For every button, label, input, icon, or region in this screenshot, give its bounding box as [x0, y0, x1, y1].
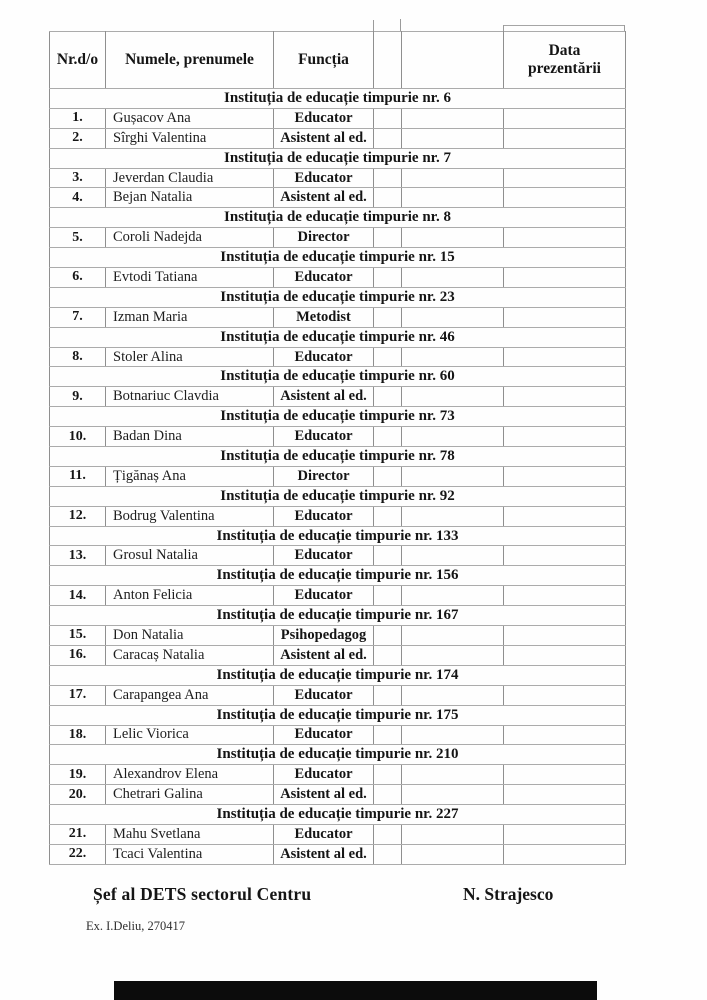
institution-section-row — [50, 805, 626, 825]
name-cell: Coroli Nadejda — [106, 228, 274, 248]
column-header: Data prezentării — [504, 32, 626, 89]
name-cell: Evtodi Tatiana — [106, 268, 274, 288]
function-cell: Asistent al ed. — [274, 188, 374, 208]
function-cell: Asistent al ed. — [274, 844, 374, 864]
empty-cell — [374, 307, 402, 327]
staff-row — [50, 645, 626, 665]
empty-cell — [402, 785, 504, 805]
function-cell: Director — [274, 466, 374, 486]
row-number-cell: 15. — [50, 626, 106, 646]
function-cell: Educator — [274, 586, 374, 606]
institution-section-label: Instituția de educație timpurie nr. 6 — [50, 89, 626, 109]
date-cell — [504, 725, 626, 745]
empty-cell — [402, 844, 504, 864]
empty-cell — [374, 645, 402, 665]
name-cell: Lelic Viorica — [106, 725, 274, 745]
executor-note: Ex. I.Deliu, 270417 — [86, 919, 185, 933]
empty-cell — [402, 506, 504, 526]
empty-cell — [402, 645, 504, 665]
row-number-cell: 20. — [50, 785, 106, 805]
empty-cell — [374, 427, 402, 447]
date-cell — [504, 188, 626, 208]
function-cell: Educator — [274, 824, 374, 844]
staff-row — [50, 586, 626, 606]
staff-row — [50, 228, 626, 248]
empty-cell — [374, 108, 402, 128]
staff-table — [49, 31, 626, 865]
date-cell — [504, 626, 626, 646]
staff-row — [50, 387, 626, 407]
function-cell: Director — [274, 228, 374, 248]
function-cell: Asistent al ed. — [274, 785, 374, 805]
date-cell — [504, 347, 626, 367]
empty-cell — [402, 228, 504, 248]
name-cell: Anton Felicia — [106, 586, 274, 606]
function-cell: Asistent al ed. — [274, 645, 374, 665]
function-cell: Educator — [274, 725, 374, 745]
institution-section-row — [50, 606, 626, 626]
date-cell — [504, 824, 626, 844]
staff-row — [50, 128, 626, 148]
empty-cell — [402, 387, 504, 407]
institution-section-label: Instituția de educație timpurie nr. 46 — [50, 327, 626, 347]
empty-cell — [374, 626, 402, 646]
empty-cell — [374, 824, 402, 844]
institution-section-label: Instituția de educație timpurie nr. 227 — [50, 805, 626, 825]
function-cell: Educator — [274, 685, 374, 705]
name-cell: Stoler Alina — [106, 347, 274, 367]
institution-section-row — [50, 447, 626, 467]
date-cell — [504, 307, 626, 327]
staff-row — [50, 546, 626, 566]
row-number-cell: 1. — [50, 108, 106, 128]
function-cell: Educator — [274, 347, 374, 367]
function-cell: Educator — [274, 546, 374, 566]
institution-section-row — [50, 287, 626, 307]
scan-line-artifact — [503, 25, 625, 26]
staff-table-body — [50, 89, 626, 865]
name-cell: Caracaș Natalia — [106, 645, 274, 665]
name-cell: Botnariuc Clavdia — [106, 387, 274, 407]
institution-section-label: Instituția de educație timpurie nr. 15 — [50, 248, 626, 268]
staff-row — [50, 725, 626, 745]
institution-section-row — [50, 705, 626, 725]
date-cell — [504, 128, 626, 148]
empty-cell — [402, 108, 504, 128]
institution-section-row — [50, 367, 626, 387]
signature-title: Șef al DETS sectorul Centru — [93, 884, 312, 904]
institution-section-row — [50, 566, 626, 586]
column-header — [402, 32, 504, 89]
function-cell: Educator — [274, 108, 374, 128]
scan-line-artifact — [400, 19, 401, 31]
institution-section-row — [50, 526, 626, 546]
staff-row — [50, 268, 626, 288]
row-number-cell: 17. — [50, 685, 106, 705]
institution-section-label: Instituția de educație timpurie nr. 156 — [50, 566, 626, 586]
empty-cell — [374, 844, 402, 864]
staff-table-header — [50, 32, 626, 89]
empty-cell — [402, 466, 504, 486]
staff-row — [50, 466, 626, 486]
date-cell — [504, 168, 626, 188]
name-cell: Bodrug Valentina — [106, 506, 274, 526]
institution-section-label: Instituția de educație timpurie nr. 23 — [50, 287, 626, 307]
empty-cell — [374, 188, 402, 208]
institution-section-row — [50, 327, 626, 347]
empty-cell — [374, 506, 402, 526]
function-cell: Educator — [274, 765, 374, 785]
function-cell: Asistent al ed. — [274, 387, 374, 407]
row-number-cell: 16. — [50, 645, 106, 665]
row-number-cell: 6. — [50, 268, 106, 288]
staff-row — [50, 685, 626, 705]
institution-section-label: Instituția de educație timpurie nr. 174 — [50, 665, 626, 685]
empty-cell — [374, 685, 402, 705]
row-number-cell: 11. — [50, 466, 106, 486]
institution-section-label: Instituția de educație timpurie nr. 73 — [50, 407, 626, 427]
date-cell — [504, 427, 626, 447]
date-cell — [504, 268, 626, 288]
institution-section-row — [50, 486, 626, 506]
name-cell: Carapangea Ana — [106, 685, 274, 705]
date-cell — [504, 785, 626, 805]
institution-section-label: Instituția de educație timpurie nr. 8 — [50, 208, 626, 228]
empty-cell — [374, 347, 402, 367]
staff-row — [50, 427, 626, 447]
empty-cell — [402, 427, 504, 447]
empty-cell — [402, 685, 504, 705]
staff-row — [50, 765, 626, 785]
empty-cell — [374, 546, 402, 566]
date-cell — [504, 586, 626, 606]
staff-row — [50, 506, 626, 526]
row-number-cell: 5. — [50, 228, 106, 248]
empty-cell — [402, 128, 504, 148]
institution-section-label: Instituția de educație timpurie nr. 78 — [50, 447, 626, 467]
institution-section-row — [50, 665, 626, 685]
empty-cell — [402, 347, 504, 367]
empty-cell — [374, 725, 402, 745]
date-cell — [504, 546, 626, 566]
institution-section-row — [50, 89, 626, 109]
institution-section-row — [50, 148, 626, 168]
column-header: Nr.d/o — [50, 32, 106, 89]
empty-cell — [402, 188, 504, 208]
row-number-cell: 3. — [50, 168, 106, 188]
staff-row — [50, 108, 626, 128]
row-number-cell: 9. — [50, 387, 106, 407]
name-cell: Țigănaș Ana — [106, 466, 274, 486]
scan-edge-artifact — [114, 981, 597, 1000]
function-cell: Asistent al ed. — [274, 128, 374, 148]
row-number-cell: 22. — [50, 844, 106, 864]
staff-row — [50, 347, 626, 367]
function-cell: Educator — [274, 168, 374, 188]
empty-cell — [374, 268, 402, 288]
name-cell: Sîrghi Valentina — [106, 128, 274, 148]
empty-cell — [374, 387, 402, 407]
staff-row — [50, 188, 626, 208]
signature-name: N. Strajesco — [463, 884, 554, 904]
name-cell: Gușacov Ana — [106, 108, 274, 128]
row-number-cell: 4. — [50, 188, 106, 208]
empty-cell — [374, 785, 402, 805]
date-cell — [504, 685, 626, 705]
institution-section-label: Instituția de educație timpurie nr. 7 — [50, 148, 626, 168]
staff-row — [50, 844, 626, 864]
function-cell: Educator — [274, 427, 374, 447]
institution-section-label: Instituția de educație timpurie nr. 175 — [50, 705, 626, 725]
empty-cell — [374, 586, 402, 606]
name-cell: Izman Maria — [106, 307, 274, 327]
institution-section-row — [50, 208, 626, 228]
staff-row — [50, 168, 626, 188]
date-cell — [504, 765, 626, 785]
row-number-cell: 13. — [50, 546, 106, 566]
empty-cell — [374, 466, 402, 486]
institution-section-row — [50, 407, 626, 427]
row-number-cell: 18. — [50, 725, 106, 745]
column-header: Funcția — [274, 32, 374, 89]
empty-cell — [402, 546, 504, 566]
function-cell: Educator — [274, 506, 374, 526]
empty-cell — [374, 765, 402, 785]
row-number-cell: 12. — [50, 506, 106, 526]
empty-cell — [374, 128, 402, 148]
empty-cell — [402, 307, 504, 327]
empty-cell — [402, 168, 504, 188]
staff-row — [50, 307, 626, 327]
scan-line-artifact — [373, 20, 374, 31]
staff-row — [50, 824, 626, 844]
row-number-cell: 14. — [50, 586, 106, 606]
name-cell: Chetrari Galina — [106, 785, 274, 805]
date-cell — [504, 506, 626, 526]
row-number-cell: 19. — [50, 765, 106, 785]
empty-cell — [402, 626, 504, 646]
row-number-cell: 8. — [50, 347, 106, 367]
row-number-cell: 10. — [50, 427, 106, 447]
name-cell: Mahu Svetlana — [106, 824, 274, 844]
name-cell: Tcaci Valentina — [106, 844, 274, 864]
name-cell: Jeverdan Claudia — [106, 168, 274, 188]
empty-cell — [402, 268, 504, 288]
institution-section-label: Instituția de educație timpurie nr. 210 — [50, 745, 626, 765]
empty-cell — [402, 725, 504, 745]
date-cell — [504, 108, 626, 128]
institution-section-row — [50, 745, 626, 765]
row-number-cell: 21. — [50, 824, 106, 844]
date-cell — [504, 466, 626, 486]
name-cell: Grosul Natalia — [106, 546, 274, 566]
staff-row — [50, 626, 626, 646]
empty-cell — [402, 586, 504, 606]
empty-cell — [374, 168, 402, 188]
date-cell — [504, 844, 626, 864]
name-cell: Badan Dina — [106, 427, 274, 447]
empty-cell — [374, 228, 402, 248]
empty-cell — [402, 824, 504, 844]
name-cell: Alexandrov Elena — [106, 765, 274, 785]
function-cell: Psihopedagog — [274, 626, 374, 646]
empty-cell — [402, 765, 504, 785]
name-cell: Don Natalia — [106, 626, 274, 646]
staff-row — [50, 785, 626, 805]
institution-section-label: Instituția de educație timpurie nr. 133 — [50, 526, 626, 546]
date-cell — [504, 387, 626, 407]
institution-section-row — [50, 248, 626, 268]
institution-section-label: Instituția de educație timpurie nr. 60 — [50, 367, 626, 387]
function-cell: Educator — [274, 268, 374, 288]
date-cell — [504, 228, 626, 248]
row-number-cell: 2. — [50, 128, 106, 148]
name-cell: Bejan Natalia — [106, 188, 274, 208]
institution-section-label: Instituția de educație timpurie nr. 167 — [50, 606, 626, 626]
function-cell: Metodist — [274, 307, 374, 327]
column-header: Numele, prenumele — [106, 32, 274, 89]
column-header — [374, 32, 402, 89]
row-number-cell: 7. — [50, 307, 106, 327]
date-cell — [504, 645, 626, 665]
institution-section-label: Instituția de educație timpurie nr. 92 — [50, 486, 626, 506]
